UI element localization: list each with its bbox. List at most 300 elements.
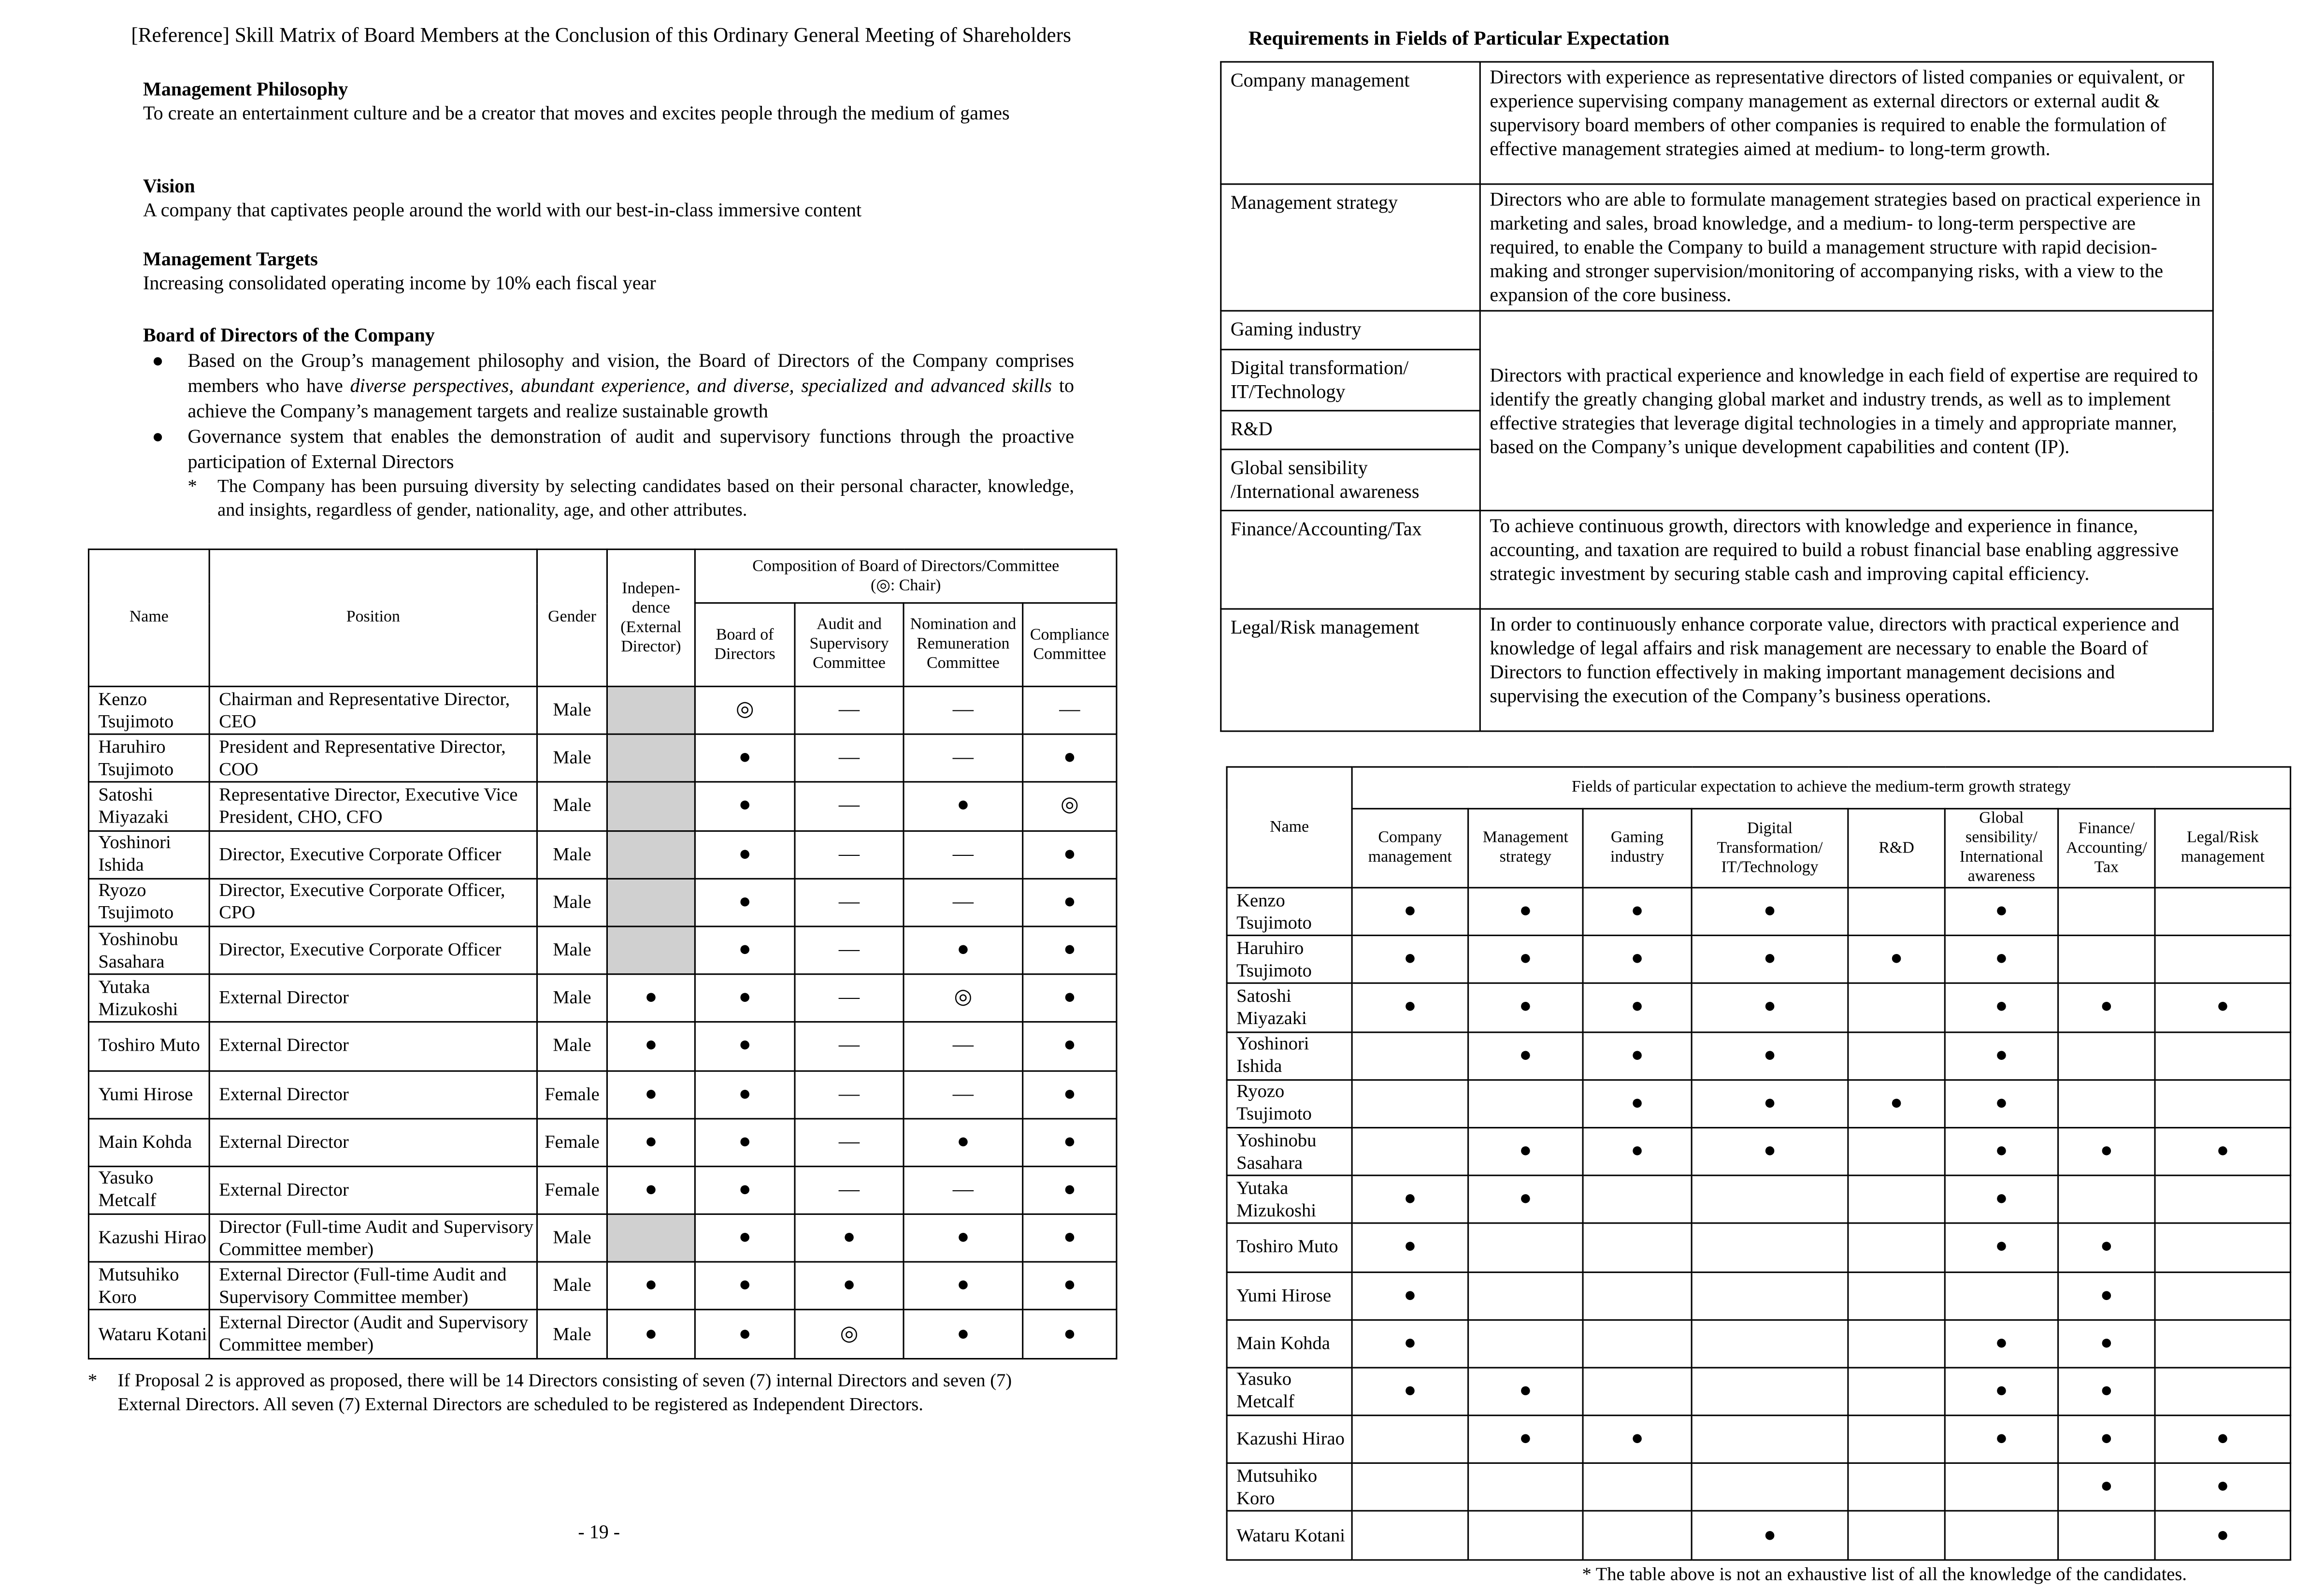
table-row xyxy=(88,879,1117,926)
skill-cell: ● xyxy=(1945,1368,2058,1416)
skill-cell: ● xyxy=(1352,983,1468,1031)
skill-cell: ● xyxy=(1848,1080,1945,1127)
table-row xyxy=(88,782,1117,830)
skill-cell xyxy=(1945,1463,2058,1511)
bullet-icon: ● xyxy=(152,425,164,448)
philosophy-heading: Management Philosophy xyxy=(143,77,348,100)
director-position: Director, Executive Corporate Officer, CPO xyxy=(209,879,537,926)
asterisk-mark: * xyxy=(187,475,197,497)
independence-cell: ● xyxy=(607,1262,695,1310)
skill-cell xyxy=(1468,1271,1583,1319)
independence-cell xyxy=(607,782,695,830)
skill-cell xyxy=(1692,1271,1848,1319)
table-row xyxy=(1227,1127,2291,1175)
skill-cell xyxy=(1848,1271,1945,1319)
skill-cell: ● xyxy=(1352,1368,1468,1416)
director-name: Yoshinobu Sasahara xyxy=(1227,1127,1352,1175)
skill-cell xyxy=(2058,888,2155,936)
skill-cell xyxy=(2155,1368,2291,1416)
board-cell: ● xyxy=(695,1022,795,1070)
director-name: Kenzo Tsujimoto xyxy=(1227,888,1352,936)
compliance-cell: ● xyxy=(1023,735,1117,782)
director-position: External Director xyxy=(209,1118,537,1166)
director-name: Kazushi Hirao xyxy=(88,1214,209,1262)
targets-section xyxy=(143,247,1074,295)
col-nomination: Nomination and Remuneration Committee xyxy=(904,603,1023,687)
req-field: Global sensibility /International awareness xyxy=(1221,449,1480,510)
director-gender: Male xyxy=(537,686,607,734)
nomination-cell: ● xyxy=(904,1214,1023,1262)
compliance-cell: ● xyxy=(1023,974,1117,1022)
table-row xyxy=(1227,936,2291,983)
skill-cell xyxy=(1848,1416,1945,1463)
board-cell: ● xyxy=(695,735,795,782)
diversity-note-text: The Company has been pursuing diversity by selecting candidates based on their personal character, knowledge, and insights, regardless of gender, nationality, age, and other attributes. xyxy=(217,475,1075,520)
skill-cell: ● xyxy=(2155,983,2291,1031)
director-position: External Director xyxy=(209,974,537,1022)
board-bullet-2 xyxy=(143,423,1074,474)
bullet2-text: Governance system that enables the demonstration of audit and supervisory functions through the proactive participation of External Directors xyxy=(187,425,1075,473)
skill-cell: ● xyxy=(1945,888,2058,936)
req-text: In order to continuously enhance corporate value, directors with practical experience and knowledge of legal affairs and risk management are necessary to enable the Board of Directors to function effectively in making important management decisions and supervising the execution of the Company’s business operations. xyxy=(1480,609,2213,731)
director-name: Wataru Kotani xyxy=(88,1310,209,1358)
compliance-cell: ● xyxy=(1023,879,1117,926)
skill-cell: ● xyxy=(1468,1127,1583,1175)
skill-cell xyxy=(1352,1416,1468,1463)
director-gender: Male xyxy=(537,830,607,878)
audit-cell: — xyxy=(795,830,904,878)
director-name: Mutsuhiko Koro xyxy=(88,1262,209,1310)
board-cell: ● xyxy=(695,879,795,926)
compliance-cell: ● xyxy=(1023,1310,1117,1358)
bullet1-post: to achieve the Company’s management targets and realize sustainable growth xyxy=(187,374,1075,422)
compliance-cell: ● xyxy=(1023,830,1117,878)
skill-cell xyxy=(2155,936,2291,983)
director-position: Director (Full-time Audit and Supervisory Committee member) xyxy=(209,1214,537,1262)
skill-cell: ● xyxy=(1945,1319,2058,1367)
director-gender: Male xyxy=(537,1310,607,1358)
req-field: Digital transformation/ IT/Technology xyxy=(1221,349,1480,410)
skill-cell: ● xyxy=(2058,1224,2155,1271)
vision-section xyxy=(143,174,1074,222)
independence-cell: ● xyxy=(607,1022,695,1070)
board-cell: ● xyxy=(695,782,795,830)
skill-cell: ● xyxy=(2058,1463,2155,1511)
board-cell: ● xyxy=(695,974,795,1022)
skill-cell xyxy=(1352,1512,1468,1560)
req-text: To achieve continuous growth, directors with knowledge and experience in finance, accounting, and taxation are required to build a robust financial base enabling aggressive strategic investment by securing stable cash and improving capital efficiency. xyxy=(1480,510,2213,609)
skill-cell xyxy=(1848,1176,1945,1224)
table-row xyxy=(88,1070,1117,1118)
skills-col-2: Management strategy xyxy=(1468,809,1583,887)
req-field: Management strategy xyxy=(1221,184,1480,311)
skill-cell xyxy=(2155,1319,2291,1367)
skill-cell xyxy=(1583,1319,1692,1367)
skills-col-1: Company management xyxy=(1352,809,1468,887)
skill-cell xyxy=(1468,1080,1583,1127)
skill-cell xyxy=(1583,1271,1692,1319)
table-row xyxy=(1227,1224,2291,1271)
skill-cell xyxy=(1352,1463,1468,1511)
col-independence: Indepen-dence (External Director) xyxy=(607,549,695,687)
director-gender: Male xyxy=(537,1214,607,1262)
skill-cell xyxy=(1468,1224,1583,1271)
director-position: Director, Executive Corporate Officer xyxy=(209,830,537,878)
skill-cell: ● xyxy=(2155,1416,2291,1463)
compliance-cell: ● xyxy=(1023,1070,1117,1118)
nomination-cell: — xyxy=(904,686,1023,734)
skill-cell: ● xyxy=(1583,1416,1692,1463)
composition-chair-legend: (◎: Chair) xyxy=(871,576,941,594)
bullet-icon: ● xyxy=(152,348,164,372)
skill-cell xyxy=(1848,1032,1945,1080)
table-row xyxy=(88,1214,1117,1262)
board-bullet-1 xyxy=(143,347,1074,423)
director-position: External Director xyxy=(209,1070,537,1118)
skill-cell: ● xyxy=(1945,1127,2058,1175)
skill-cell xyxy=(2058,1176,2155,1224)
skill-cell: ● xyxy=(1848,936,1945,983)
skill-cell: ● xyxy=(1352,936,1468,983)
skill-cell: ● xyxy=(1583,936,1692,983)
director-name: Yutaka Mizukoshi xyxy=(88,974,209,1022)
nomination-cell: ● xyxy=(904,1310,1023,1358)
skill-cell: ● xyxy=(1945,1176,2058,1224)
skills-col-6: Global sensibility/ International awareness xyxy=(1945,809,2058,887)
skill-cell xyxy=(1583,1224,1692,1271)
nomination-cell: — xyxy=(904,879,1023,926)
skill-cell xyxy=(1352,1080,1468,1127)
targets-heading: Management Targets xyxy=(143,247,318,270)
skill-cell: ● xyxy=(2155,1463,2291,1511)
skill-cell: ● xyxy=(1945,1032,2058,1080)
table-row xyxy=(1227,1416,2291,1463)
director-gender: Female xyxy=(537,1118,607,1166)
requirements-table xyxy=(1220,61,2214,732)
table-row xyxy=(1227,1319,2291,1367)
skill-cell xyxy=(1848,1319,1945,1367)
skill-cell: ● xyxy=(1945,936,2058,983)
board-cell: ● xyxy=(695,1166,795,1214)
table-row xyxy=(1227,1463,2291,1511)
req-field: Gaming industry xyxy=(1221,311,1480,349)
board-cell: ◎ xyxy=(695,686,795,734)
skill-cell: ● xyxy=(2155,1512,2291,1560)
skill-cell: ● xyxy=(1583,1127,1692,1175)
skill-cell: ● xyxy=(2058,983,2155,1031)
nomination-cell: — xyxy=(904,830,1023,878)
director-position: Director, Executive Corporate Officer xyxy=(209,926,537,974)
audit-cell: ● xyxy=(795,1214,904,1262)
skill-cell xyxy=(2155,1271,2291,1319)
skill-cell: ● xyxy=(1945,1416,2058,1463)
skill-cell xyxy=(1692,1224,1848,1271)
skill-cell: ● xyxy=(1692,1080,1848,1127)
skill-cell xyxy=(1352,1032,1468,1080)
nomination-cell: — xyxy=(904,1166,1023,1214)
skills-col-7: Finance/ Accounting/ Tax xyxy=(2058,809,2155,887)
vision-text: A company that captivates people around the world with our best-in-class immersive content xyxy=(143,198,862,221)
independence-cell: ● xyxy=(607,1166,695,1214)
director-position: External Director xyxy=(209,1166,537,1214)
req-text: Directors with practical experience and knowledge in each field of expertise are required to identify the greatly changing global market and industry trends, as well as to implement effective strategies that leverage digital technologies in a timely and appropriate manner, based on the Company’s unique development capabilities and content (IP). xyxy=(1480,311,2213,510)
skill-cell xyxy=(1468,1319,1583,1367)
skill-cell xyxy=(1945,1271,2058,1319)
skill-cell xyxy=(1692,1463,1848,1511)
skill-cell: ● xyxy=(1692,888,1848,936)
compliance-cell: ● xyxy=(1023,1022,1117,1070)
skill-cell xyxy=(1848,1463,1945,1511)
philosophy-section xyxy=(143,77,1074,125)
board-cell: ● xyxy=(695,926,795,974)
independence-cell xyxy=(607,830,695,878)
director-position: External Director (Audit and Supervisory Committee member) xyxy=(209,1310,537,1358)
table-row xyxy=(88,1118,1117,1166)
director-position: Chairman and Representative Director, CEO xyxy=(209,686,537,734)
skill-cell: ● xyxy=(1352,1224,1468,1271)
director-gender: Male xyxy=(537,782,607,830)
skill-cell: ● xyxy=(1583,1032,1692,1080)
audit-cell: — xyxy=(795,1166,904,1214)
table-row xyxy=(88,1022,1117,1070)
director-name: Kenzo Tsujimoto xyxy=(88,686,209,734)
director-name: Yasuko Metcalf xyxy=(1227,1368,1352,1416)
director-gender: Female xyxy=(537,1070,607,1118)
director-name: Yoshinori Ishida xyxy=(1227,1032,1352,1080)
director-gender: Male xyxy=(537,1022,607,1070)
col-name: Name xyxy=(88,549,209,687)
director-name: Toshiro Muto xyxy=(88,1022,209,1070)
req-field: Finance/Accounting/Tax xyxy=(1221,510,1480,609)
table-row xyxy=(88,926,1117,974)
board-cell: ● xyxy=(695,1214,795,1262)
table-row xyxy=(1227,1080,2291,1127)
skill-cell: ● xyxy=(2058,1127,2155,1175)
req-field: R&D xyxy=(1221,411,1480,449)
board-cell: ● xyxy=(695,1070,795,1118)
director-name: Yutaka Mizukoshi xyxy=(1227,1176,1352,1224)
skill-cell: ● xyxy=(1468,1416,1583,1463)
skill-cell: ● xyxy=(1945,1224,2058,1271)
skill-cell xyxy=(1692,1368,1848,1416)
director-gender: Male xyxy=(537,926,607,974)
table-row xyxy=(1227,1512,2291,1560)
skill-cell xyxy=(2058,1032,2155,1080)
skill-cell: ● xyxy=(2058,1319,2155,1367)
req-field: Legal/Risk management xyxy=(1221,609,1480,731)
page-number: - 19 - xyxy=(578,1520,620,1543)
skill-cell xyxy=(2155,1176,2291,1224)
skill-cell: ● xyxy=(1692,936,1848,983)
skill-cell xyxy=(1848,1368,1945,1416)
nomination-cell: ● xyxy=(904,782,1023,830)
independence-cell xyxy=(607,735,695,782)
skill-cell xyxy=(1352,1127,1468,1175)
skill-cell xyxy=(2155,1080,2291,1127)
compliance-cell: ● xyxy=(1023,1118,1117,1166)
table-row xyxy=(1227,983,2291,1031)
board-composition-table xyxy=(88,549,1118,1359)
skill-cell xyxy=(2155,1032,2291,1080)
skills-col-group: Fields of particular expectation to achieve the medium-term growth strategy xyxy=(1352,767,2291,809)
director-position: President and Representative Director, COO xyxy=(209,735,537,782)
table-row xyxy=(88,1262,1117,1310)
director-position: Representative Director, Executive Vice President, CHO, CFO xyxy=(209,782,537,830)
bullet1-pre: Based on the Group’s management philosophy and vision, the Board of Directors of the Company comprises members who have xyxy=(187,348,1075,397)
independence-cell: ● xyxy=(607,1070,695,1118)
skill-cell: ● xyxy=(1468,936,1583,983)
director-name: Yumi Hirose xyxy=(88,1070,209,1118)
req-field: Company management xyxy=(1221,62,1480,184)
board-cell: ● xyxy=(695,830,795,878)
audit-cell: — xyxy=(795,1118,904,1166)
skill-cell xyxy=(2058,1512,2155,1560)
skill-cell xyxy=(1692,1319,1848,1367)
skill-cell: ● xyxy=(1468,983,1583,1031)
skill-cell xyxy=(1945,1512,2058,1560)
director-gender: Male xyxy=(537,735,607,782)
req-text: Directors who are able to formulate management strategies based on practical experience in marketing and sales, broad knowledge, and a medium- to long-term perspective are required, to enable the Company to build a management structure with rapid decision-making and stronger supervision/monitoring of accompanying risks, with a view to the expansion of the core business. xyxy=(1480,184,2213,311)
audit-cell: — xyxy=(795,735,904,782)
skill-cell xyxy=(1583,1368,1692,1416)
page-title: [Reference] Skill Matrix of Board Members at the Conclusion of this Ordinary General Meeting of Shareholders xyxy=(131,25,1071,48)
table-row xyxy=(1227,1176,2291,1224)
table-row xyxy=(88,830,1117,878)
independence-cell: ● xyxy=(607,1310,695,1358)
skill-cell: ● xyxy=(1945,983,2058,1031)
director-gender: Female xyxy=(537,1166,607,1214)
director-name: Wataru Kotani xyxy=(1227,1512,1352,1560)
skills-col-4: Digital Transformation/ IT/Technology xyxy=(1692,809,1848,887)
skill-cell xyxy=(1692,1416,1848,1463)
skill-cell: ● xyxy=(1583,888,1692,936)
skill-cell: ● xyxy=(1692,1127,1848,1175)
board-cell: ● xyxy=(695,1262,795,1310)
independence-cell xyxy=(607,686,695,734)
audit-cell: — xyxy=(795,1070,904,1118)
independence-cell xyxy=(607,1214,695,1262)
skill-cell xyxy=(2058,1080,2155,1127)
skill-cell xyxy=(1583,1512,1692,1560)
right-footnote: * The table above is not an exhaustive list of all the knowledge of the candidates. xyxy=(1582,1563,2187,1585)
audit-cell: — xyxy=(795,879,904,926)
director-name: Mutsuhiko Koro xyxy=(1227,1463,1352,1511)
compliance-cell: ● xyxy=(1023,1214,1117,1262)
director-gender: Male xyxy=(537,974,607,1022)
skill-cell: ● xyxy=(1692,983,1848,1031)
director-name: Yoshinori Ishida xyxy=(88,830,209,878)
skill-cell: ● xyxy=(1468,888,1583,936)
director-name: Kazushi Hirao xyxy=(1227,1416,1352,1463)
table-row xyxy=(88,974,1117,1022)
skill-cell xyxy=(1848,1127,1945,1175)
col-audit: Audit and Supervisory Committee xyxy=(795,603,904,687)
independence-cell: ● xyxy=(607,974,695,1022)
director-name: Yasuko Metcalf xyxy=(88,1166,209,1214)
col-group-composition xyxy=(695,549,1117,603)
skill-cell: ● xyxy=(2058,1416,2155,1463)
vision-heading: Vision xyxy=(143,174,195,197)
asterisk-mark: * xyxy=(87,1370,98,1391)
independence-cell xyxy=(607,926,695,974)
skill-cell xyxy=(2058,936,2155,983)
skill-cell: ● xyxy=(1468,1176,1583,1224)
board-heading: Board of Directors of the Company xyxy=(143,323,435,346)
nomination-cell: — xyxy=(904,1022,1023,1070)
skill-cell: ● xyxy=(2155,1127,2291,1175)
philosophy-text: To create an entertainment culture and be a creator that moves and excites people through the medium of games xyxy=(143,101,1010,124)
skill-cell: ● xyxy=(1468,1368,1583,1416)
skill-cell xyxy=(1468,1512,1583,1560)
col-board: Board of Directors xyxy=(695,603,795,687)
nomination-cell: ◎ xyxy=(904,974,1023,1022)
director-name: Haruhiro Tsujimoto xyxy=(1227,936,1352,983)
skill-cell: ● xyxy=(1945,1080,2058,1127)
composition-heading: Composition of Board of Directors/Committee xyxy=(752,557,1060,575)
director-name: Ryozo Tsujimoto xyxy=(1227,1080,1352,1127)
skill-cell xyxy=(1692,1176,1848,1224)
nomination-cell: ● xyxy=(904,1118,1023,1166)
director-name: Satoshi Miyazaki xyxy=(88,782,209,830)
skills-col-name: Name xyxy=(1227,767,1352,888)
col-compliance: Compliance Committee xyxy=(1023,603,1117,687)
skills-col-8: Legal/Risk management xyxy=(2155,809,2291,887)
table-row xyxy=(88,1166,1117,1214)
col-gender: Gender xyxy=(537,549,607,687)
director-name: Haruhiro Tsujimoto xyxy=(88,735,209,782)
skill-cell xyxy=(1848,1512,1945,1560)
table-row xyxy=(1227,1271,2291,1319)
compliance-cell: — xyxy=(1023,686,1117,734)
audit-cell: ● xyxy=(795,1262,904,1310)
skill-cell: ● xyxy=(2058,1271,2155,1319)
skill-cell: ● xyxy=(1352,888,1468,936)
director-name: Yumi Hirose xyxy=(1227,1271,1352,1319)
director-gender: Male xyxy=(537,1262,607,1310)
nomination-cell: ● xyxy=(904,1262,1023,1310)
skill-cell xyxy=(1848,983,1945,1031)
audit-cell: — xyxy=(795,1022,904,1070)
table-row xyxy=(88,686,1117,734)
director-name: Satoshi Miyazaki xyxy=(1227,983,1352,1031)
skills-table xyxy=(1226,766,2292,1560)
skill-cell: ● xyxy=(1352,1176,1468,1224)
table-row xyxy=(88,735,1117,782)
board-cell: ● xyxy=(695,1118,795,1166)
skill-cell xyxy=(1583,1176,1692,1224)
table-row xyxy=(1227,1032,2291,1080)
audit-cell: — xyxy=(795,686,904,734)
director-name: Main Kohda xyxy=(88,1118,209,1166)
left-footnote xyxy=(88,1369,1071,1416)
col-position: Position xyxy=(209,549,537,687)
director-name: Ryozo Tsujimoto xyxy=(88,879,209,926)
table-row xyxy=(88,1310,1117,1358)
nomination-cell: — xyxy=(904,1070,1023,1118)
skills-col-3: Gaming industry xyxy=(1583,809,1692,887)
nomination-cell: — xyxy=(904,735,1023,782)
req-text: Directors with experience as representative directors of listed companies or equivalent, or experience supervising company management as external directors or external audit & supervisory board members of other companies is required to enable the formulation of effective management strategies aimed at medium- to long-term growth. xyxy=(1480,62,2213,184)
skill-cell: ● xyxy=(2058,1368,2155,1416)
compliance-cell: ● xyxy=(1023,1262,1117,1310)
skill-cell: ● xyxy=(1352,1271,1468,1319)
table-row xyxy=(1227,1368,2291,1416)
targets-text: Increasing consolidated operating income by 10% each fiscal year xyxy=(143,271,656,294)
nomination-cell: ● xyxy=(904,926,1023,974)
requirements-heading: Requirements in Fields of Particular Expectation xyxy=(1248,27,1670,49)
skill-cell xyxy=(1583,1463,1692,1511)
skill-cell: ● xyxy=(1468,1032,1583,1080)
